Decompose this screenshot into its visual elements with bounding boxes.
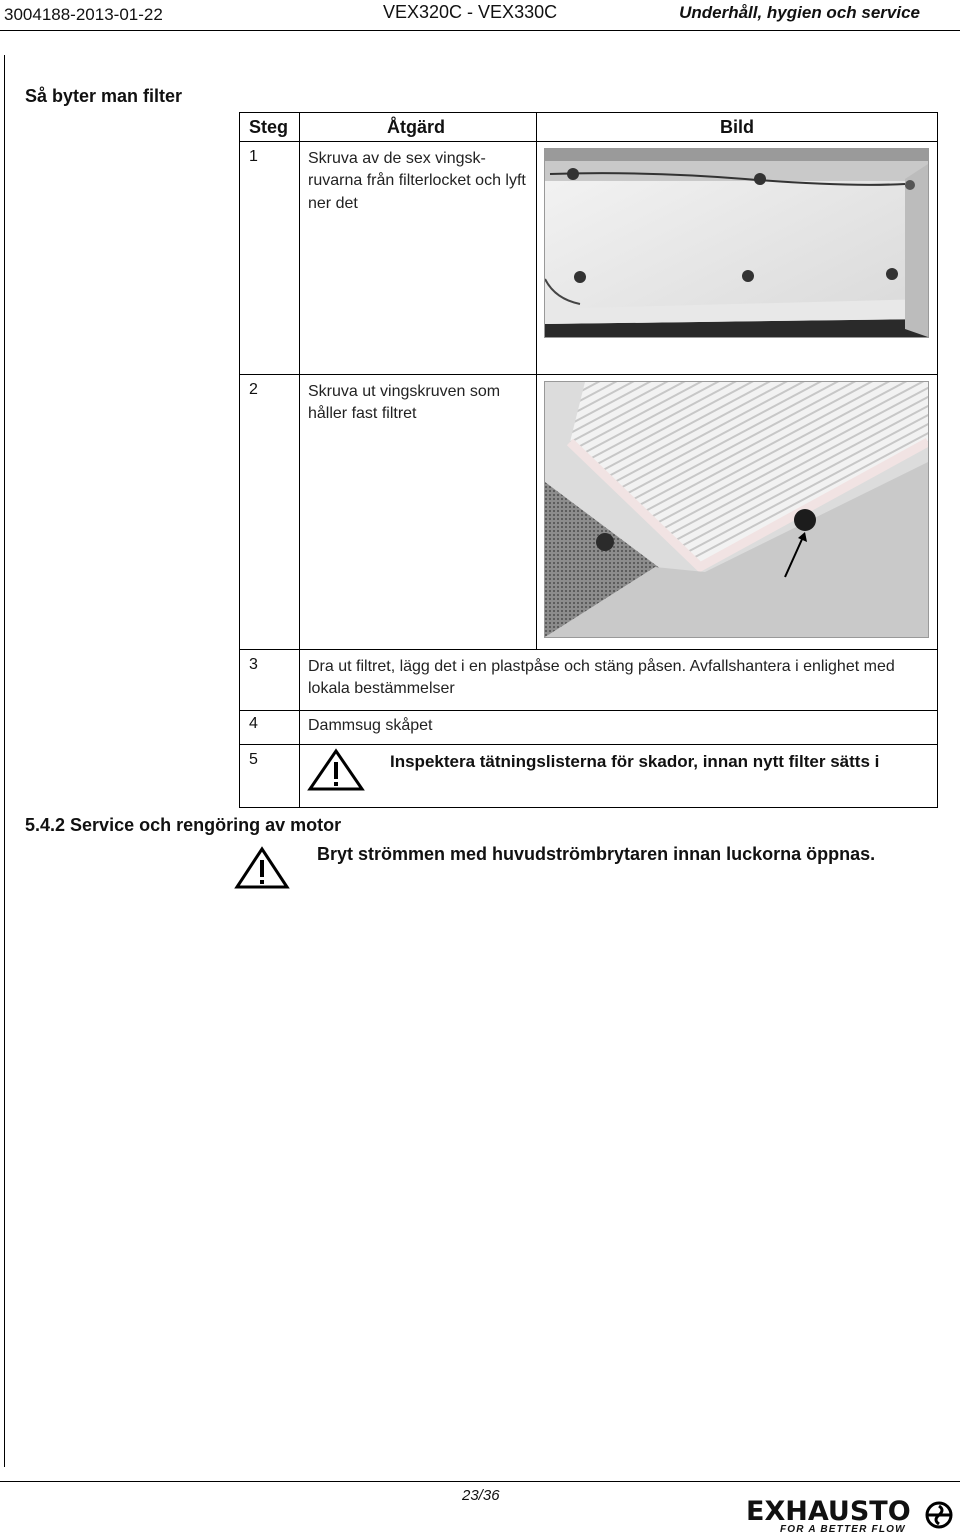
brand-mark-icon	[925, 1501, 953, 1529]
model-name: VEX320C - VEX330C	[383, 2, 558, 22]
brand-tagline: FOR A BETTER FLOW	[780, 1524, 906, 1535]
page-number: 23/36	[462, 1487, 500, 1504]
filter-cover-photo	[544, 148, 929, 338]
step-text: Inspektera tätningslisterna för skador, innan nytt filter sätts i	[390, 752, 880, 771]
step-number: 5	[240, 745, 300, 808]
step-number: 1	[240, 142, 300, 375]
table-header-row	[240, 113, 938, 142]
step-text: Dra ut filtret, lägg det i en plastpåse och stäng påsen. Avfallshantera i enlighet med lokala bestämmelser	[300, 650, 938, 711]
wing-screw-photo	[544, 381, 929, 638]
column-header-action: Åtgärd	[300, 113, 537, 142]
step-text: Skruva ut vingskruven som håller fast filtret	[300, 375, 537, 650]
step-text: Dammsug skåpet	[300, 711, 938, 745]
footer-divider	[0, 1481, 960, 1482]
step-image-cell	[537, 375, 938, 650]
left-margin-rule	[4, 55, 5, 1467]
table-row	[240, 711, 938, 745]
step-number: 3	[240, 650, 300, 711]
step-number: 2	[240, 375, 300, 650]
header-divider	[0, 30, 960, 31]
table-row	[240, 375, 938, 650]
brand-logo-text: EXHAUSTO	[746, 1496, 911, 1527]
chapter-title: Underhåll, hygien och service	[679, 3, 920, 22]
motor-service-warning: Bryt strömmen med huvudströmbrytaren innan luckorna öppnas.	[317, 844, 876, 864]
section-title: Så byter man filter	[25, 86, 183, 106]
section-title: 5.4.2 Service och rengöring av motor	[25, 815, 342, 835]
warning-cell	[300, 745, 938, 808]
step-number: 4	[240, 711, 300, 745]
table-row	[240, 650, 938, 711]
column-header-image: Bild	[537, 113, 938, 142]
column-header-step: Steg	[240, 113, 300, 142]
step-text: Skruva av de sex vingsk-ruvarna från filterlocket och lyft ner det	[300, 142, 537, 375]
document-id: 3004188-2013-01-22	[4, 5, 163, 24]
filter-steps-table	[239, 112, 938, 808]
table-row	[240, 745, 938, 808]
warning-triangle-icon	[234, 846, 290, 890]
table-row	[240, 142, 938, 375]
warning-triangle-icon	[307, 748, 365, 792]
step-image-cell	[537, 142, 938, 375]
